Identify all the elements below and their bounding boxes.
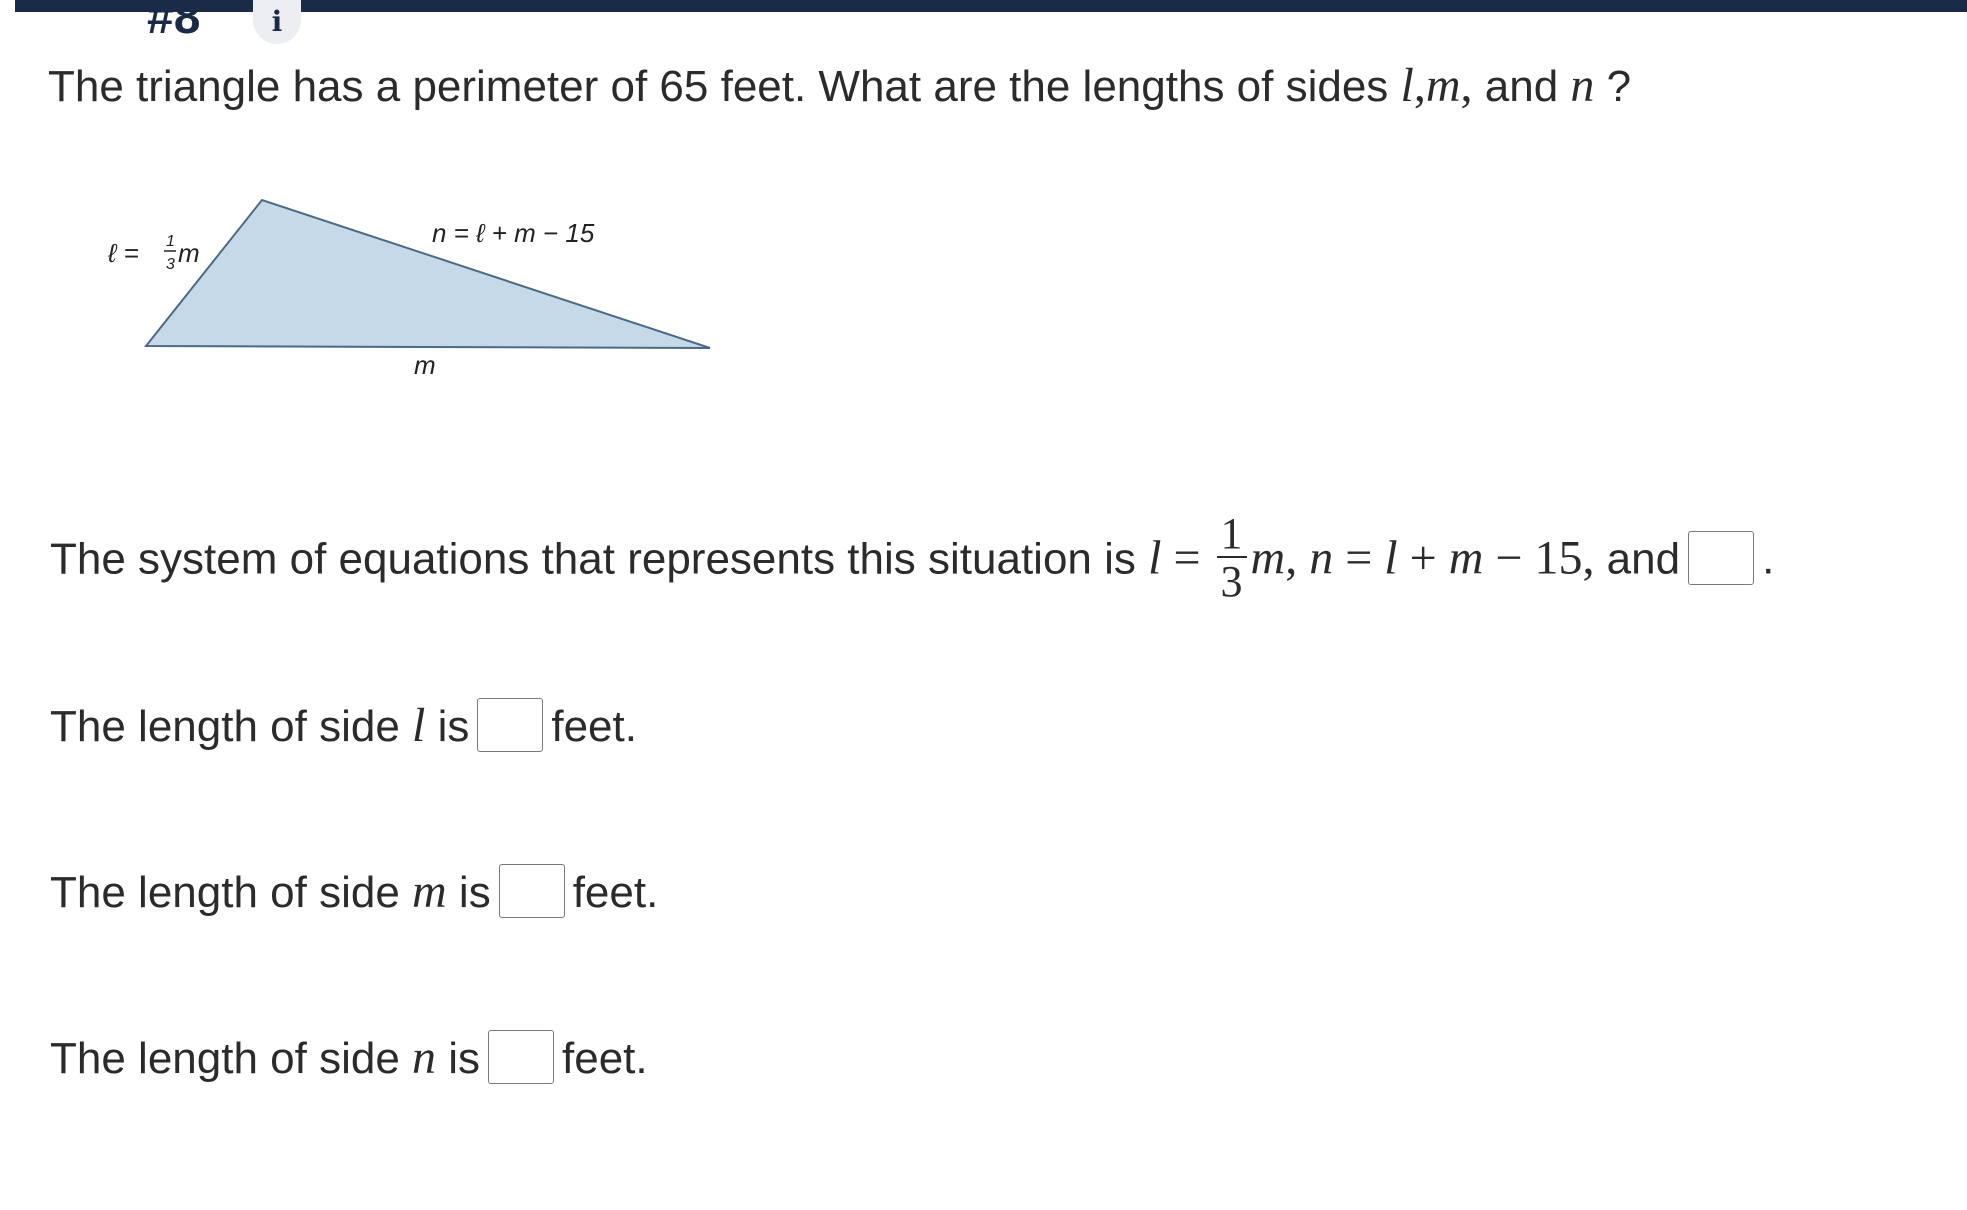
side-l-var: l	[412, 699, 426, 752]
fraction-one-third	[1217, 509, 1247, 606]
side-n-label: n = ℓ + m − 15	[432, 218, 595, 248]
question-number: #8	[147, 0, 201, 44]
prompt-text: The triangle has a perimeter of 65 feet. What are the lengths of sides	[48, 62, 1401, 111]
eq-comma: ,	[1285, 531, 1310, 585]
var-n: n	[1570, 59, 1595, 112]
side-l-label: ℓ =	[108, 238, 139, 268]
fraction-numerator: 1	[1220, 509, 1243, 558]
is-text: is	[436, 1034, 481, 1083]
side-l-frac-den: 3	[166, 256, 175, 273]
side-m-text: The length of side	[50, 868, 413, 917]
side-l-input[interactable]	[477, 698, 543, 752]
side-m-input[interactable]	[499, 864, 565, 918]
side-l-question	[50, 699, 637, 756]
side-n-input[interactable]	[488, 1030, 554, 1084]
system-text: The system of equations that represents this situation is	[50, 534, 1149, 584]
var-m: m	[1425, 59, 1461, 112]
eq-equals: =	[1333, 531, 1385, 585]
comma: ,	[1460, 59, 1473, 112]
feet-text: feet.	[572, 868, 659, 917]
system-equations	[50, 509, 1775, 608]
eq-n: n	[1309, 531, 1334, 585]
question-mark: ?	[1594, 62, 1632, 111]
feet-text: feet.	[551, 702, 637, 751]
eq-m: m	[1250, 531, 1286, 585]
side-m-var: m	[412, 865, 447, 918]
eq-equals: =	[1161, 531, 1213, 585]
eq-l: l	[1148, 531, 1162, 585]
triangle-figure	[0, 0, 760, 400]
eq-minus-15: − 15	[1483, 531, 1583, 585]
triangle-shape	[146, 200, 710, 348]
info-icon[interactable]: i	[253, 0, 301, 44]
side-l-m: m	[178, 238, 200, 268]
side-n-var: n	[412, 1031, 437, 1084]
comma: ,	[1413, 59, 1426, 112]
fraction-denominator: 3	[1217, 556, 1247, 604]
is-text: is	[446, 868, 491, 917]
third-equation-input[interactable]	[1688, 531, 1754, 585]
side-m-question	[50, 865, 659, 922]
side-m-label: m	[414, 350, 436, 380]
feet-text: feet.	[562, 1034, 648, 1083]
is-text: is	[425, 702, 470, 751]
side-l-text: The length of side	[50, 702, 413, 751]
side-n-question	[50, 1031, 648, 1088]
and-text: and	[1472, 62, 1571, 111]
and-text: and	[1594, 534, 1681, 584]
side-l-frac-num: 1	[166, 233, 175, 250]
side-n-text: The length of side	[50, 1034, 413, 1083]
eq-comma: ,	[1582, 531, 1595, 585]
var-l: l	[1400, 59, 1414, 112]
eq-l: l	[1384, 531, 1398, 585]
eq-m: m	[1448, 531, 1484, 585]
eq-plus: +	[1397, 531, 1449, 585]
period: .	[1762, 534, 1775, 584]
